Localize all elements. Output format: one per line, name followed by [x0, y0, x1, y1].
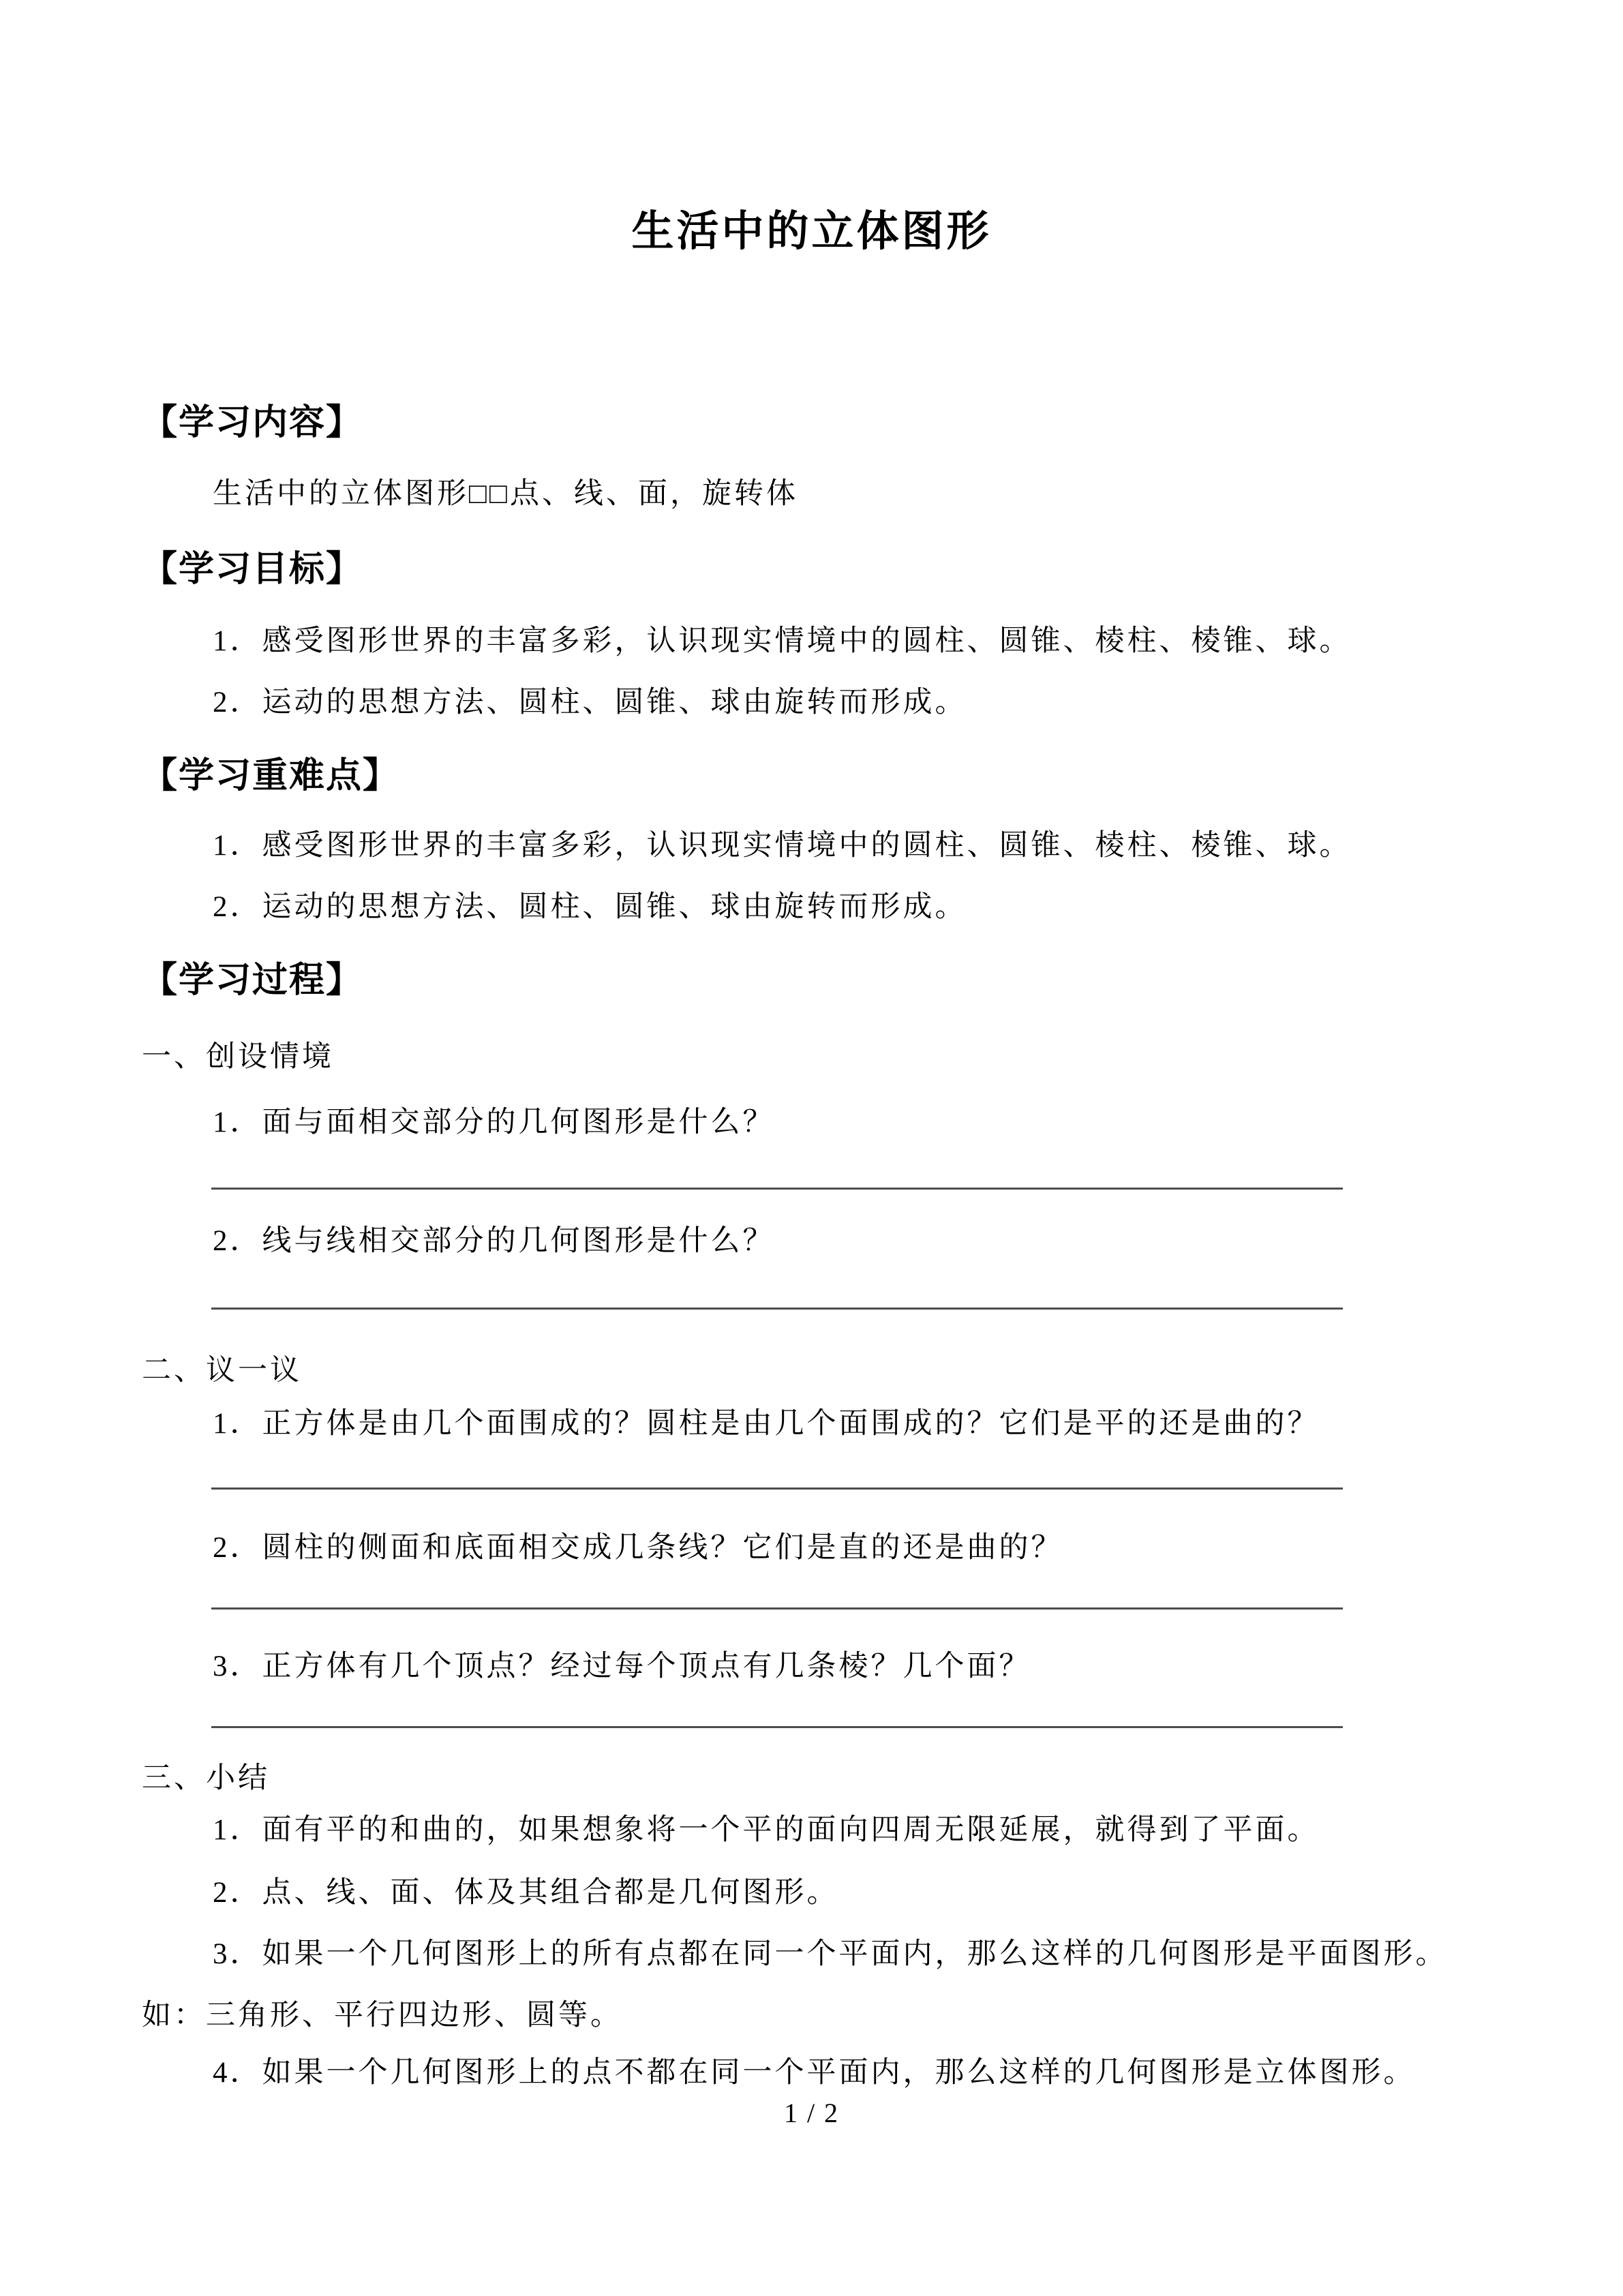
part3-label: 三、小结: [142, 1762, 270, 1794]
key-point-item-2: 2．运动的思想方法、圆柱、圆锥、球由旋转而形成。: [213, 891, 967, 923]
goal-item-1: 1．感受图形世界的丰富多彩，认识现实情境中的圆柱、圆锥、棱柱、棱锥、球。: [213, 625, 1352, 657]
section-heading-key-points: 【学习重难点】: [142, 757, 400, 796]
section-heading-learning-process: 【学习过程】: [142, 961, 363, 1000]
summary-item-4: 4．如果一个几何图形上的点不都在同一个平面内，那么这样的几何图形是立体图形。: [213, 2057, 1416, 2089]
section-heading-learning-content: 【学习内容】: [142, 404, 363, 442]
part2-question-2: 2．圆柱的侧面和底面相交成几条线？它们是直的还是曲的？: [213, 1532, 1063, 1564]
part2-question-3: 3．正方体有几个顶点？经过每个顶点有几条棱？几个面？: [213, 1650, 1031, 1682]
answer-line-5: [211, 1726, 1343, 1728]
key-point-item-1: 1．感受图形世界的丰富多彩，认识现实情境中的圆柱、圆锥、棱柱、棱锥、球。: [213, 830, 1352, 862]
goal-item-2: 2．运动的思想方法、圆柱、圆锥、球由旋转而形成。: [213, 686, 967, 719]
part1-question-2: 2．线与线相交部分的几何图形是什么？: [213, 1225, 775, 1257]
part1-label: 一、创设情境: [142, 1041, 334, 1073]
answer-line-1: [211, 1188, 1343, 1190]
summary-item-3: 3．如果一个几何图形上的所有点都在同一个平面内，那么这样的几何图形是平面图形。: [213, 1938, 1448, 1970]
summary-item-1: 1．面有平的和曲的，如果想象将一个平的面向四周无限延展，就得到了平面。: [213, 1814, 1320, 1846]
page-number: 1 / 2: [783, 2098, 840, 2128]
section-heading-learning-goals: 【学习目标】: [142, 550, 363, 589]
learning-content-body: 生活中的立体图形□□点、线、面，旋转体: [213, 478, 798, 510]
answer-line-4: [211, 1607, 1343, 1610]
summary-item-2: 2．点、线、面、体及其组合都是几何图形。: [213, 1877, 839, 1909]
page-title: 生活中的立体图形: [631, 209, 992, 255]
part2-label: 二、议一议: [142, 1355, 302, 1387]
summary-item-3-continuation: 如：三角形、平行四边形、圆等。: [142, 1999, 622, 2031]
part2-question-1: 1．正方体是由几个面围成的？圆柱是由几个面围成的？它们是平的还是曲的？: [213, 1408, 1320, 1440]
answer-line-2: [211, 1308, 1343, 1310]
part1-question-1: 1．面与面相交部分的几何图形是什么？: [213, 1106, 775, 1138]
answer-line-3: [211, 1487, 1343, 1490]
